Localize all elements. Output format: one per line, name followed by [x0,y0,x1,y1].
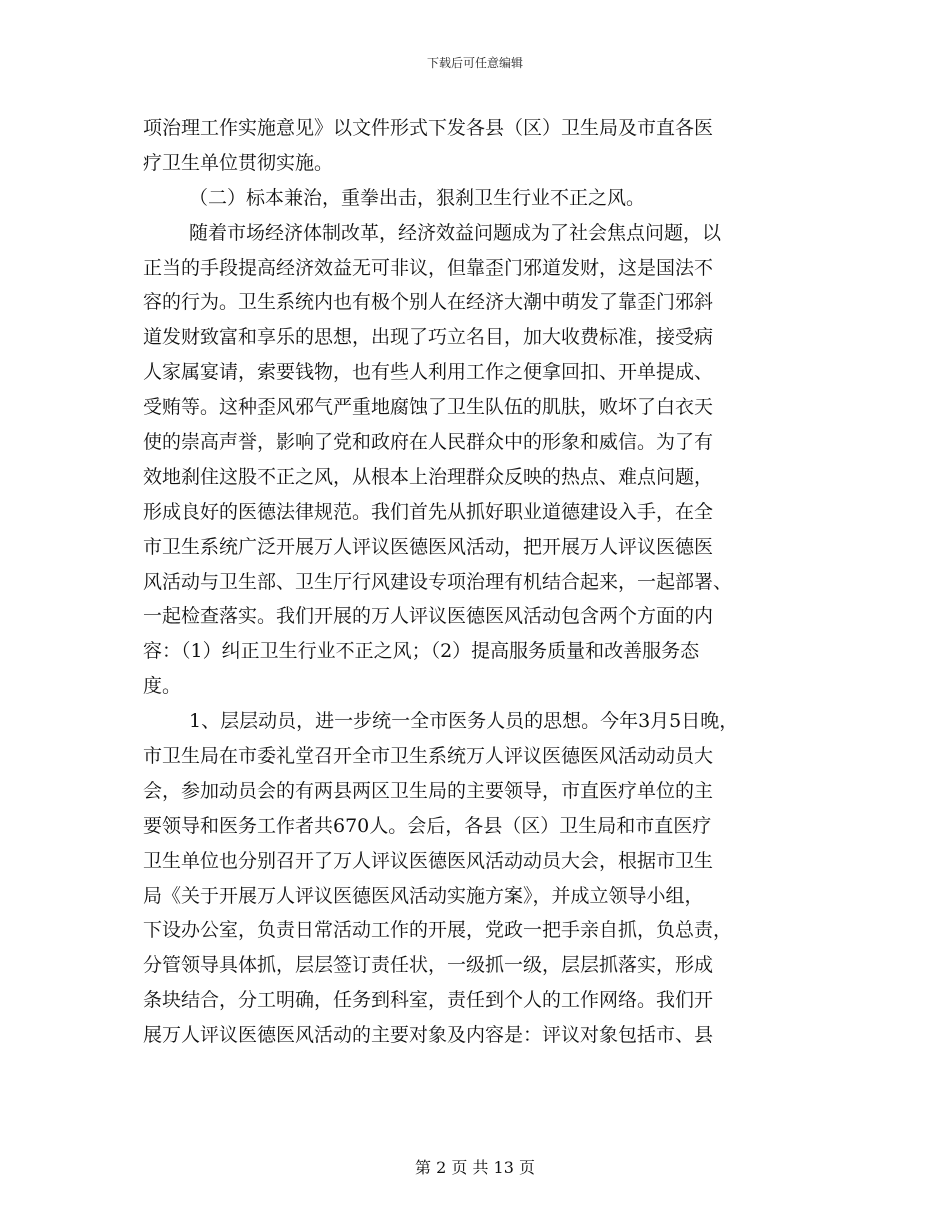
text-line: 条块结合，分工明确，任务到科室，责任到个人的工作网络。我们开 [143,989,714,1012]
text-line: 容：（1）纠正卫生行业不正之风；（2）提高服务质量和改善服务态 [143,640,700,663]
text-line: 形成良好的医德法律规范。我们首先从抓好职业道德建设入手，在全 [143,500,714,523]
text-line: 疗卫生单位贯彻实施。 [143,151,334,174]
text-line: 道发财致富和享乐的思想，出现了巧立名目，加大收费标准，接受病 [143,326,714,349]
text-line: 1、层层动员，进一步统一全市医务人员的思想。今年3月5日晚， [189,710,739,733]
text-line: 一起检查落实。我们开展的万人评议医德医风活动包含两个方面的内 [143,605,714,628]
text-line: 项治理工作实施意见》以文件形式下发各县（区）卫生局及市直各医 [143,117,714,139]
text-line: 分管领导具体抓，层层签订责任状，一级抓一级，层层抓落实，形成 [143,954,714,977]
text-line: 度。 [143,675,182,698]
text-line: 展万人评议医德医风活动的主要对象及内容是：评议对象包括市、县 [143,1024,714,1047]
text-line: 风活动与卫生部、卫生厅行风建设专项治理有机结合起来，一起部署、 [143,570,733,593]
text-line: 容的行为。卫生系统内也有极个别人在经济大潮中萌发了靠歪门邪斜 [143,291,714,314]
header-note: 下载后可任意编辑 [426,56,523,70]
text-line: 市卫生局在市委礼堂召开全市卫生系统万人评议医德医风活动动员大 [143,745,714,768]
text-line: 随着市场经济体制改革，经济效益问题成为了社会焦点问题，以 [189,221,722,244]
document-body [143,111,803,1053]
text-line: （二）标本兼治，重拳出击，狠刹卫生行业不正之风。 [189,186,646,209]
text-line: 要领导和医务工作者共670人。会后，各县（区）卫生局和市直医疗 [143,814,712,837]
page-number: 第 2 页 共 13 页 [415,1158,535,1177]
text-line: 市卫生系统广泛开展万人评议医德医风活动，把开展万人评议医德医 [143,535,714,558]
text-line: 局《关于开展万人评议医德医风活动实施方案》，并成立领导小组， [143,884,704,907]
text-line: 会，参加动员会的有两县两区卫生局的主要领导，市直医疗单位的主 [143,779,714,802]
text-line: 受贿等。这种歪风邪气严重地腐蚀了卫生队伍的肌肤，败坏了白衣天 [143,396,714,419]
text-line: 正当的手段提高经济效益无可非议，但靠歪门邪道发财，这是国法不 [143,256,714,279]
text-line: 效地刹住这股不正之风，从根本上治理群众反映的热点、难点问题， [143,465,714,488]
text-line: 人家属宴请，索要钱物，也有些人利用工作之便拿回扣、开单提成、 [143,361,714,384]
text-line: 卫生单位也分别召开了万人评议医德医风活动动员大会，根据市卫生 [143,849,714,872]
text-line: 使的崇高声誉，影响了党和政府在人民群众中的形象和威信。为了有 [143,431,714,454]
text-line: 下设办公室，负责日常活动工作的开展，党政一把手亲自抓，负总责， [143,919,733,942]
